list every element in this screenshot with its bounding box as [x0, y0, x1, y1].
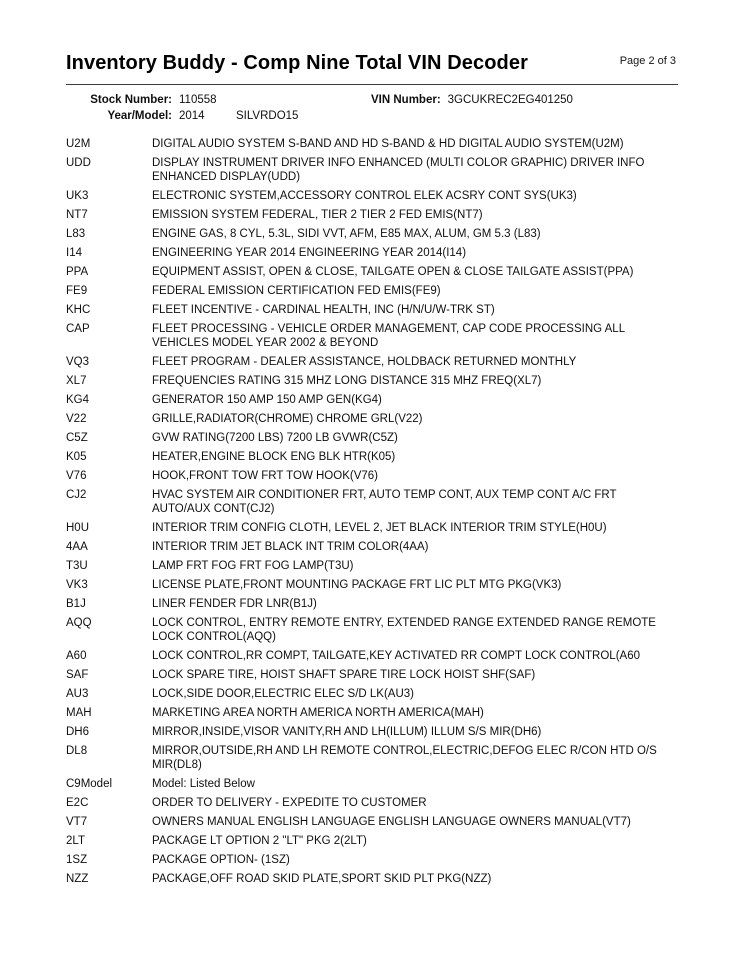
option-code: C5Z: [66, 432, 88, 444]
option-description: INTERIOR TRIM JET BLACK INT TRIM COLOR(4AA): [152, 541, 429, 553]
year-value: 2014: [179, 110, 205, 122]
vehicle-info-row-2: [66, 108, 678, 124]
option-description: LOCK SPARE TIRE, HOIST SHAFT SPARE TIRE LOCK HOIST SHF(SAF): [152, 669, 536, 681]
option-code: VK3: [66, 579, 88, 591]
option-description: GENERATOR 150 AMP 150 AMP GEN(KG4): [152, 394, 382, 406]
option-description: LAMP FRT FOG FRT FOG LAMP(T3U): [152, 560, 354, 572]
option-description: FLEET PROCESSING - VEHICLE ORDER MANAGEMENT, CAP CODE PROCESSING ALL VEHICLES MODEL YEAR 2002 & BEYOND: [152, 323, 625, 349]
option-row: [66, 469, 678, 483]
option-description: LOCK CONTROL, ENTRY REMOTE ENTRY, EXTENDED RANGE EXTENDED RANGE REMOTE LOCK CONTROL(AQQ): [152, 617, 656, 643]
option-code: NT7: [66, 209, 88, 221]
option-row: [66, 137, 678, 151]
option-description: EQUIPMENT ASSIST, OPEN & CLOSE, TAILGATE OPEN & CLOSE TAILGATE ASSIST(PPA): [152, 266, 634, 278]
option-row: [66, 834, 678, 848]
vin-number-label: VIN Number:: [371, 94, 441, 106]
option-row: [66, 355, 678, 369]
option-code: SAF: [66, 669, 89, 681]
option-row: [66, 777, 678, 791]
stock-number-value: 110558: [179, 94, 217, 106]
option-code: CJ2: [66, 489, 87, 501]
option-code: V22: [66, 413, 87, 425]
option-description: GVW RATING(7200 LBS) 7200 LB GVWR(C5Z): [152, 432, 398, 444]
option-row: [66, 393, 678, 407]
option-row: [66, 322, 678, 350]
option-description: ENGINE GAS, 8 CYL, 5.3L, SIDI VVT, AFM, E85 MAX, ALUM, GM 5.3 (L83): [152, 228, 541, 240]
option-row: [66, 796, 678, 810]
option-description: Model: Listed Below: [152, 778, 255, 790]
option-description: DIGITAL AUDIO SYSTEM S-BAND AND HD S-BAND & HD DIGITAL AUDIO SYSTEM(U2M): [152, 138, 624, 150]
report-header: [66, 52, 678, 85]
option-description: LICENSE PLATE,FRONT MOUNTING PACKAGE FRT LIC PLT MTG PKG(VK3): [152, 579, 562, 591]
option-code: UDD: [66, 157, 91, 169]
option-description: HVAC SYSTEM AIR CONDITIONER FRT, AUTO TEMP CONT, AUX TEMP CONT A/C FRT AUTO/AUX CONT(CJ2): [152, 489, 617, 515]
option-code: DH6: [66, 726, 90, 738]
option-row: [66, 815, 678, 829]
model-value: SILVRDO15: [236, 110, 299, 122]
vehicle-info-row-1: [66, 92, 678, 108]
year-model-label: Year/Model:: [107, 110, 172, 122]
option-description: ENGINEERING YEAR 2014 ENGINEERING YEAR 2014(I14): [152, 247, 467, 259]
option-row: [66, 189, 678, 203]
option-row: [66, 156, 678, 184]
option-description: LOCK,SIDE DOOR,ELECTRIC ELEC S/D LK(AU3): [152, 688, 415, 700]
option-code: UK3: [66, 190, 89, 202]
option-row: [66, 540, 678, 554]
option-description: FEDERAL EMISSION CERTIFICATION FED EMIS(FE9): [152, 285, 441, 297]
option-row: [66, 649, 678, 663]
option-row: [66, 559, 678, 573]
option-row: [66, 450, 678, 464]
option-code: 4AA: [66, 541, 88, 553]
option-code: NZZ: [66, 873, 89, 885]
option-description: OWNERS MANUAL ENGLISH LANGUAGE ENGLISH LANGUAGE OWNERS MANUAL(VT7): [152, 816, 631, 828]
page-indicator: Page 2 of 3: [619, 55, 676, 67]
option-description: MIRROR,INSIDE,VISOR VANITY,RH AND LH(ILLUM) ILLUM S/S MIR(DH6): [152, 726, 542, 738]
option-description: PACKAGE OPTION- (1SZ): [152, 854, 290, 866]
option-row: [66, 374, 678, 388]
option-row: [66, 246, 678, 260]
option-row: [66, 687, 678, 701]
option-code: KG4: [66, 394, 90, 406]
option-row: [66, 853, 678, 867]
option-code: H0U: [66, 522, 90, 534]
option-row: [66, 431, 678, 445]
option-code: B1J: [66, 598, 86, 610]
option-description: EMISSION SYSTEM FEDERAL, TIER 2 TIER 2 FED EMIS(NT7): [152, 209, 483, 221]
option-code: MAH: [66, 707, 92, 719]
option-code: KHC: [66, 304, 91, 316]
option-description: ORDER TO DELIVERY - EXPEDITE TO CUSTOMER: [152, 797, 427, 809]
option-description: FLEET INCENTIVE - CARDINAL HEALTH, INC (H/N/U/W-TRK ST): [152, 304, 495, 316]
option-code: 2LT: [66, 835, 85, 847]
option-description: FREQUENCIES RATING 315 MHZ LONG DISTANCE 315 MHZ FREQ(XL7): [152, 375, 542, 387]
option-code: PPA: [66, 266, 89, 278]
option-description: INTERIOR TRIM CONFIG CLOTH, LEVEL 2, JET BLACK INTERIOR TRIM STYLE(H0U): [152, 522, 607, 534]
option-code: E2C: [66, 797, 89, 809]
option-row: [66, 706, 678, 720]
option-code: A60: [66, 650, 87, 662]
option-row: [66, 616, 678, 644]
option-code: C9Model: [66, 778, 113, 790]
option-row: [66, 265, 678, 279]
option-code: VT7: [66, 816, 88, 828]
option-code: L83: [66, 228, 86, 240]
option-code: U2M: [66, 138, 91, 150]
option-row: [66, 872, 678, 886]
page-title: Inventory Buddy - Comp Nine Total VIN Decoder: [66, 52, 528, 74]
option-row: [66, 597, 678, 611]
option-row: [66, 303, 678, 317]
option-description: GRILLE,RADIATOR(CHROME) CHROME GRL(V22): [152, 413, 423, 425]
option-description: MIRROR,OUTSIDE,RH AND LH REMOTE CONTROL,ELECTRIC,DEFOG ELEC R/CON HTD O/S MIR(DL8): [152, 745, 657, 771]
option-description: LOCK CONTROL,RR COMPT, TAILGATE,KEY ACTIVATED RR COMPT LOCK CONTROL(A60: [152, 650, 640, 662]
option-description: HOOK,FRONT TOW FRT TOW HOOK(V76): [152, 470, 378, 482]
option-code: FE9: [66, 285, 88, 297]
option-description: PACKAGE,OFF ROAD SKID PLATE,SPORT SKID PLT PKG(NZZ): [152, 873, 492, 885]
option-code: XL7: [66, 375, 87, 387]
option-row: [66, 744, 678, 772]
option-row: [66, 227, 678, 241]
option-code: AU3: [66, 688, 89, 700]
option-code: VQ3: [66, 356, 90, 368]
options-list: [66, 137, 678, 886]
option-code: 1SZ: [66, 854, 88, 866]
option-code: T3U: [66, 560, 88, 572]
option-code: AQQ: [66, 617, 92, 629]
option-row: [66, 668, 678, 682]
option-code: DL8: [66, 745, 88, 757]
option-code: V76: [66, 470, 87, 482]
option-description: FLEET PROGRAM - DEALER ASSISTANCE, HOLDBACK RETURNED MONTHLY: [152, 356, 577, 368]
option-description: HEATER,ENGINE BLOCK ENG BLK HTR(K05): [152, 451, 396, 463]
option-code: K05: [66, 451, 87, 463]
option-row: [66, 725, 678, 739]
option-code: CAP: [66, 323, 90, 335]
option-description: MARKETING AREA NORTH AMERICA NORTH AMERICA(MAH): [152, 707, 484, 719]
option-row: [66, 208, 678, 222]
option-row: [66, 284, 678, 298]
option-row: [66, 488, 678, 516]
stock-number-label: Stock Number:: [90, 94, 172, 106]
option-description: PACKAGE LT OPTION 2 "LT" PKG 2(2LT): [152, 835, 367, 847]
vin-number-value: 3GCUKREC2EG401250: [447, 94, 573, 106]
option-row: [66, 578, 678, 592]
option-description: LINER FENDER FDR LNR(B1J): [152, 598, 317, 610]
option-description: DISPLAY INSTRUMENT DRIVER INFO ENHANCED (MULTI COLOR GRAPHIC) DRIVER INFO ENHANCED DISPLAY(UDD): [152, 157, 645, 183]
option-row: [66, 412, 678, 426]
vehicle-info-block: [66, 92, 678, 124]
option-code: I14: [66, 247, 82, 259]
option-row: [66, 521, 678, 535]
option-description: ELECTRONIC SYSTEM,ACCESSORY CONTROL ELEK ACSRY CONT SYS(UK3): [152, 190, 577, 202]
